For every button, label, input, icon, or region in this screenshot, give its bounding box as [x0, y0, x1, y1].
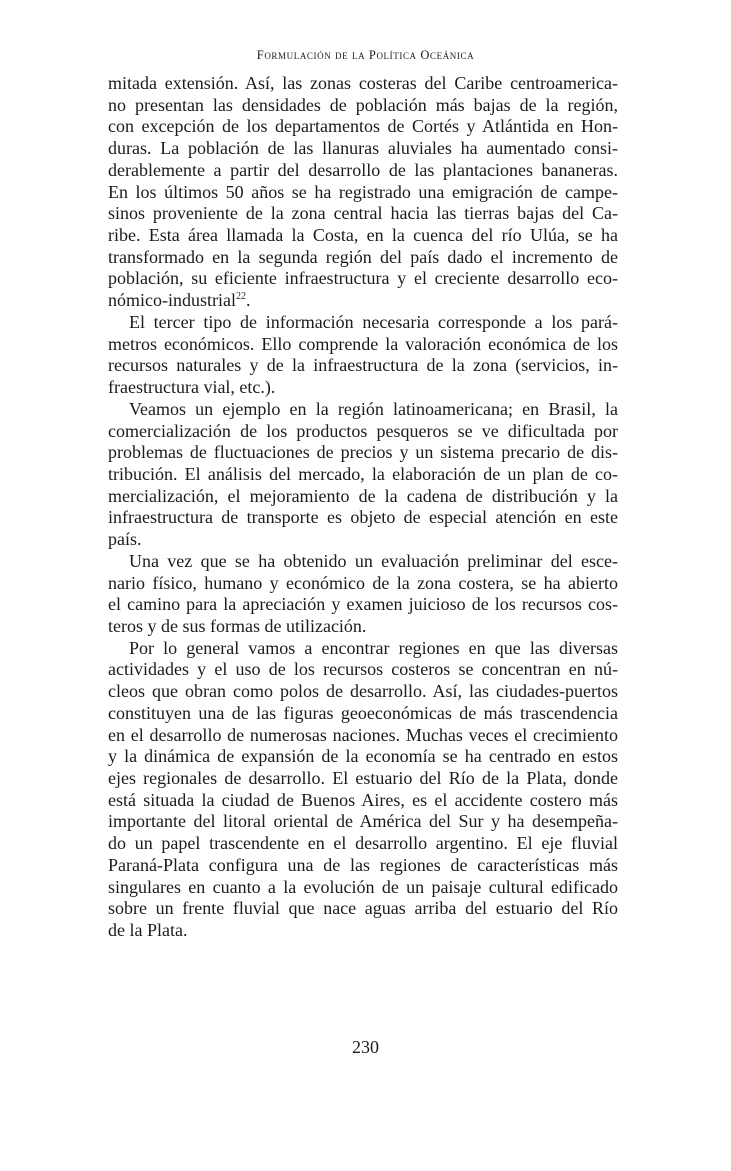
footnote-marker: 22	[235, 291, 246, 303]
line-text: Una vez que se ha obtenido un evaluación preliminar del esce-	[129, 550, 618, 571]
line-text: transformado en la segunda región del país dado el incremento de	[108, 246, 618, 267]
text-line	[108, 182, 618, 204]
text-line	[108, 616, 618, 638]
text-line	[108, 464, 618, 486]
text-line	[108, 160, 618, 182]
line-text: do un papel trascendente en el desarrollo argentino. El eje fluvial	[108, 833, 618, 854]
line-text: ribe. Esta área llamada la Costa, en la cuenca del río Ulúa, se ha	[108, 225, 618, 246]
line-text: está situada la ciudad de Buenos Aires, es el accidente costero más	[108, 789, 618, 810]
text-line	[108, 355, 618, 377]
line-text: de la Plata.	[108, 920, 188, 941]
text-line	[108, 877, 618, 899]
line-text: singulares en cuanto a la evolución de un paisaje cultural edificado	[108, 876, 618, 897]
line-text: problemas de fluctuaciones de precios y un sistema precario de dis-	[108, 442, 618, 463]
text-line	[108, 442, 618, 464]
text-line	[108, 551, 618, 573]
line-text: no presentan las densidades de población más bajas de la región,	[108, 94, 618, 115]
text-line	[108, 746, 618, 768]
line-text: ejes regionales de desarrollo. El estuario del Río de la Plata, donde	[108, 768, 618, 788]
line-text: mitada extensión. Así, las zonas costeras del Caribe centroamerica-	[108, 73, 618, 93]
text-line	[108, 225, 618, 247]
line-text: metros económicos. Ello comprende la valoración económica de los	[108, 333, 618, 354]
text-line	[108, 334, 618, 356]
line-text: importante del litoral oriental de América del Sur y ha desempeña-	[108, 811, 618, 832]
text-line	[108, 95, 618, 117]
paragraph	[108, 638, 618, 942]
line-text: recursos naturales y de la infraestructura de la zona (servicios, in-	[108, 355, 618, 376]
footnote-suffix: .	[245, 290, 251, 311]
text-line	[108, 73, 618, 95]
running-header: Formulación de la Política Oceánica	[256, 48, 475, 62]
line-text: cleos que obran como polos de desarrollo. Así, las ciudades-puertos	[108, 681, 618, 702]
text-line	[108, 920, 618, 942]
line-text: infraestructura de transporte es objeto de especial atención en este	[108, 507, 618, 528]
line-text: sinos proveniente de la zona central hacia las tierras bajas del Ca-	[108, 203, 618, 224]
text-line	[108, 833, 618, 855]
line-text: sobre un frente fluvial que nace aguas arriba del estuario del Río	[108, 898, 618, 919]
line-text: fraestructura vial, etc.).	[108, 377, 276, 398]
line-text: comercialización de los productos pesqueros se ve dificultada por	[108, 420, 618, 441]
text-line	[108, 855, 618, 877]
line-text: constituyen una de las figuras geoeconómicas de más trascendencia	[108, 702, 618, 723]
line-text: población, su eficiente infraestructura y el creciente desarrollo eco-	[108, 268, 618, 289]
text-line	[108, 725, 618, 747]
line-text: país.	[108, 529, 142, 550]
line-text: nómico-industrial	[108, 290, 236, 311]
text-line	[108, 898, 618, 920]
line-text: tribución. El análisis del mercado, la elaboración de un plan de co-	[108, 463, 618, 484]
line-text: mercialización, el mejoramiento de la cadena de distribución y la	[108, 485, 618, 506]
text-line	[108, 116, 618, 138]
text-line	[108, 290, 618, 312]
page-number: 230	[352, 1037, 379, 1057]
text-line	[108, 594, 618, 616]
text-line	[108, 421, 618, 443]
line-text: duras. La población de las llanuras aluviales ha aumentado consi-	[108, 138, 618, 159]
text-line	[108, 377, 618, 399]
text-line	[108, 573, 618, 595]
text-line	[108, 703, 618, 725]
line-text: Por lo general vamos a encontrar regiones en que las diversas	[129, 637, 618, 658]
text-line	[108, 529, 618, 551]
text-line	[108, 399, 618, 421]
text-line	[108, 507, 618, 529]
line-text: el camino para la apreciación y examen juicioso de los recursos cos-	[108, 594, 618, 615]
line-text: Veamos un ejemplo en la región latinoamericana; en Brasil, la	[129, 398, 618, 419]
line-text: El tercer tipo de información necesaria corresponde a los pará-	[129, 311, 618, 332]
text-line	[108, 790, 618, 812]
text-line	[108, 681, 618, 703]
body-text	[108, 73, 618, 942]
line-text: En los últimos 50 años se ha registrado una emigración de campe-	[108, 181, 618, 202]
line-text: Paraná-Plata configura una de las regiones de características más	[108, 854, 618, 875]
text-line	[108, 659, 618, 681]
text-line	[108, 138, 618, 160]
text-line	[108, 638, 618, 660]
paragraph	[108, 312, 618, 399]
line-text: con excepción de los departamentos de Cortés y Atlántida en Hon-	[108, 116, 618, 137]
text-line	[108, 247, 618, 269]
paragraph	[108, 551, 618, 638]
text-line	[108, 811, 618, 833]
line-text: actividades y el uso de los recursos costeros se concentran en nú-	[108, 659, 618, 680]
line-text: teros y de sus formas de utilización.	[108, 615, 367, 636]
line-text: derablemente a partir del desarrollo de las plantaciones bananeras.	[108, 159, 618, 180]
line-text: en el desarrollo de numerosas naciones. Muchas veces el crecimiento	[108, 724, 618, 745]
paragraph	[108, 399, 618, 551]
text-line	[108, 486, 618, 508]
line-text: nario físico, humano y económico de la zona costera, se ha abierto	[108, 572, 618, 593]
text-line	[108, 203, 618, 225]
text-line	[108, 768, 618, 790]
paragraph	[108, 73, 618, 312]
text-line	[108, 268, 618, 290]
line-text: y la dinámica de expansión de la economía se ha centrado en estos	[108, 746, 618, 767]
text-line	[108, 312, 618, 334]
